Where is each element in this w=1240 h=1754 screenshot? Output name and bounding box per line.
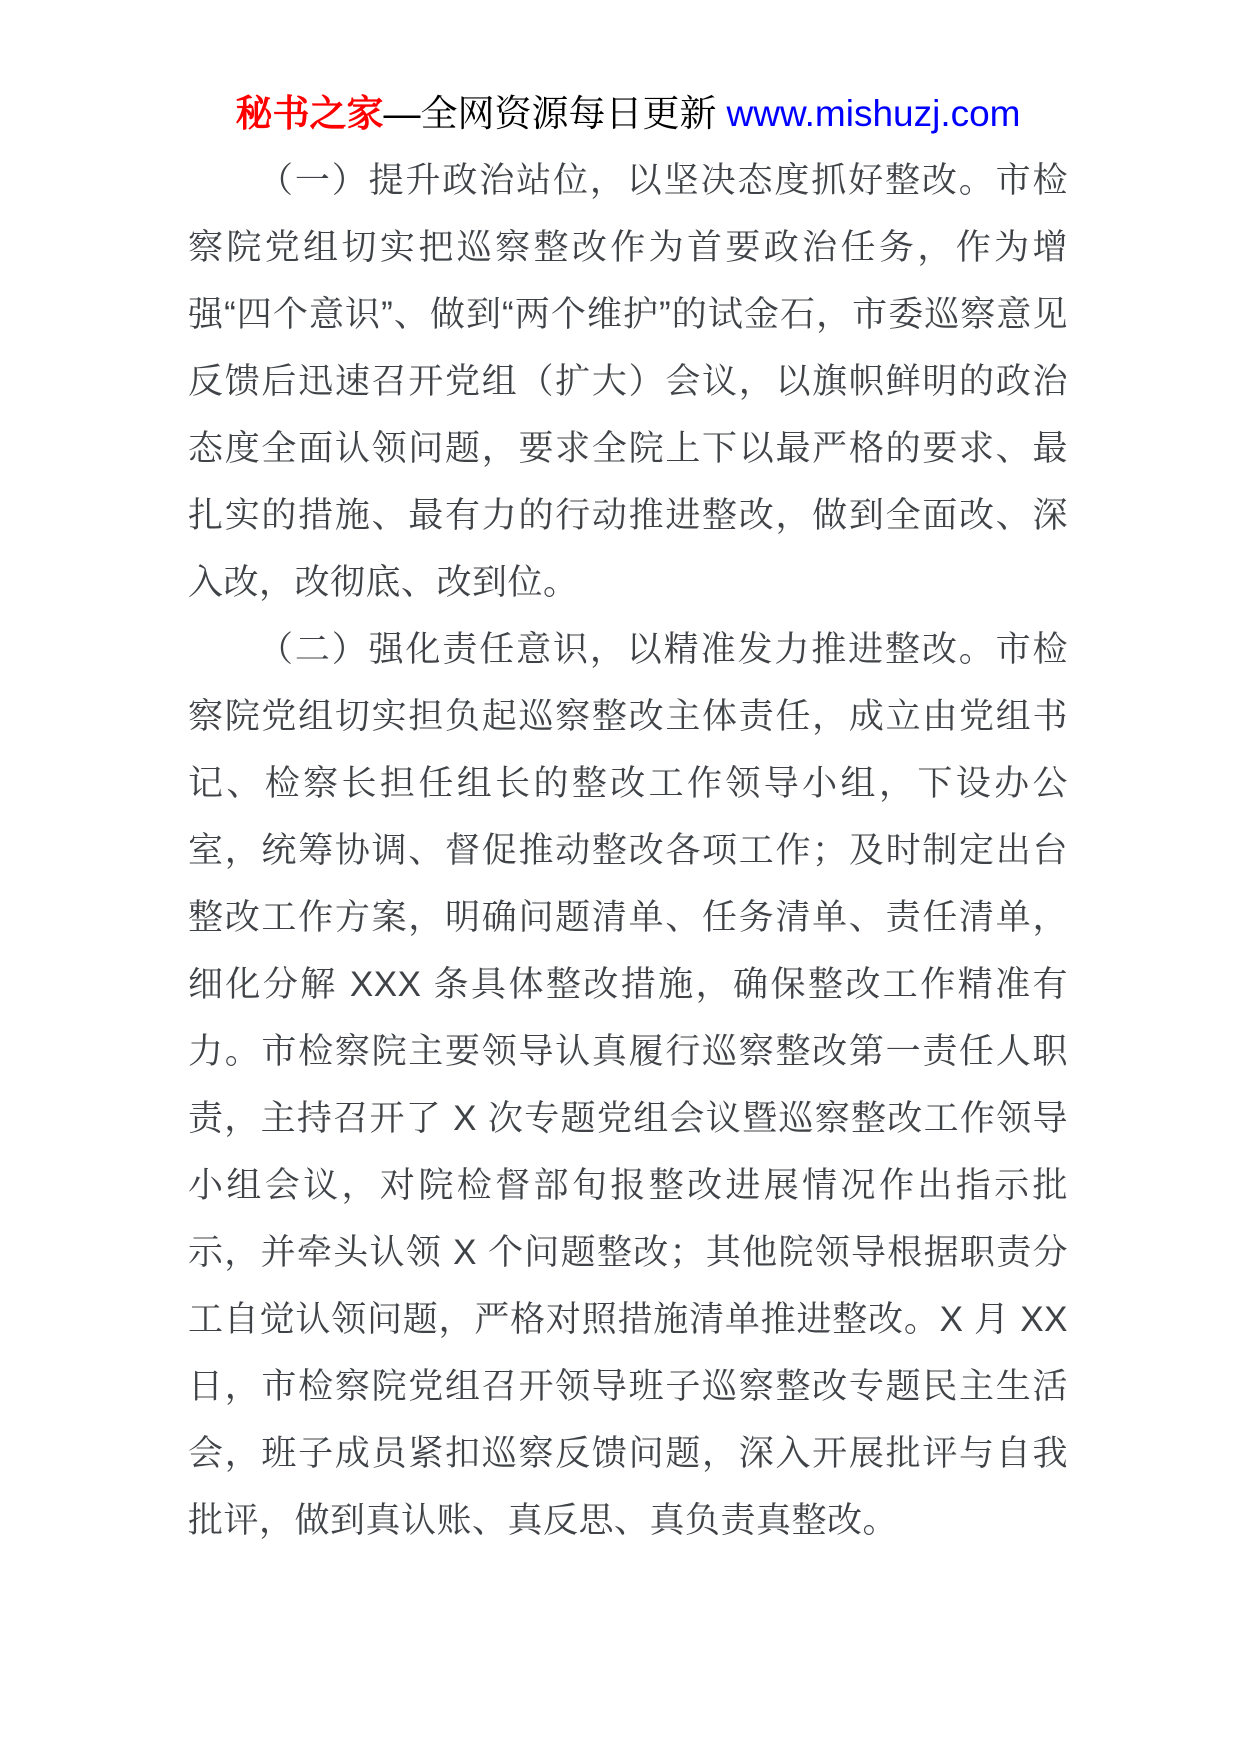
paragraph-1: （一）提升政治站位，以坚决态度抓好整改。市检察院党组切实把巡察整改作为首要政治任务，作为增强“四个意识”、做到“两个维护”的试金石，市委巡察意见反馈后迅速召开党组（扩大）会议，以旗帜鲜明的政治态度全面认领问题，要求全院上下以最严格的要求、最扎实的措施、最有力的行动推进整改，做到全面改、深入改，改彻底、改到位。 xyxy=(188,161,1068,602)
site-brand-text: 秘书之家 xyxy=(235,93,384,134)
site-url-link[interactable]: www.mishuzj.com xyxy=(726,93,1021,134)
site-tagline-text: —全网资源每日更新 xyxy=(383,93,717,134)
paragraph-2: （二）强化责任意识，以精准发力推进整改。市检察院党组切实担负起巡察整改主体责任，成立由党组书记、检察长担任组长的整改工作领导小组，下设办公室，统筹协调、督促推动整改各项工作；及时制定出台整改工作方案，明确问题清单、任务清单、责任清单，细化分解 XXX 条具体整改措施，确保整改工作精准有力。市检察院主要领导认真履行巡察整改第一责任人职责，主持召开了 X 次专题党组会议暨巡察整改工作领导小组会议，对院检督部旬报整改进展情况作出指示批示，并牵头认领 X 个问题整改；其他院领导根据职责分工自觉认领问题，严格对照措施清单推进整改。X 月 XX 日，市检察院党组召开领导班子巡察整改专题民主生活会，班子成员紧扣巡察反馈问题，深入开展批评与自我批评，做到真认账、真反思、真负责真整改。 xyxy=(188,630,1068,1540)
document-body xyxy=(188,147,1068,1554)
site-header xyxy=(188,80,1068,147)
